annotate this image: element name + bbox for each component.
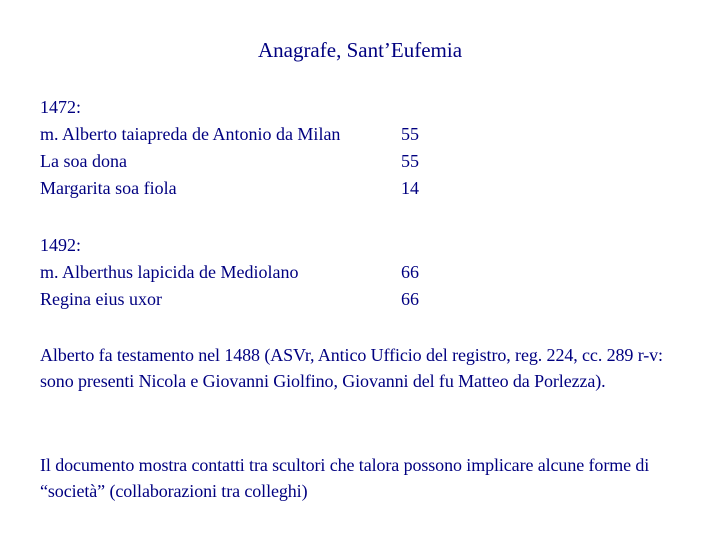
person-age: 14 — [401, 178, 419, 198]
person-age: 55 — [401, 151, 419, 171]
person-name: m. Alberto taiapreda de Antonio da Milan — [40, 124, 341, 144]
person-age: 66 — [401, 289, 419, 309]
person-name: m. Alberthus lapicida de Mediolano — [40, 262, 299, 282]
person-name: Margarita soa fiola — [40, 178, 177, 198]
person-name: La soa dona — [40, 151, 127, 171]
year-label: 1492: — [40, 235, 82, 255]
document-paragraph: Il documento mostra contatti tra scultori che talora possono implicare alcune forme di “società” (collaborazioni tra colleghi) — [40, 455, 650, 501]
year-label: 1472: — [40, 97, 82, 117]
person-age: 66 — [401, 262, 419, 282]
person-age: 55 — [401, 124, 419, 144]
page-title: Anagrafe, Sant’Eufemia — [257, 38, 463, 62]
testament-paragraph: Alberto fa testamento nel 1488 (ASVr, Antico Ufficio del registro, reg. 224, cc. 289 r-v: sono presenti Nicola e Giovanni Giolfino, Giovanni del fu Matteo da Porlezza). — [40, 345, 663, 391]
person-name: Regina eius uxor — [40, 289, 162, 309]
